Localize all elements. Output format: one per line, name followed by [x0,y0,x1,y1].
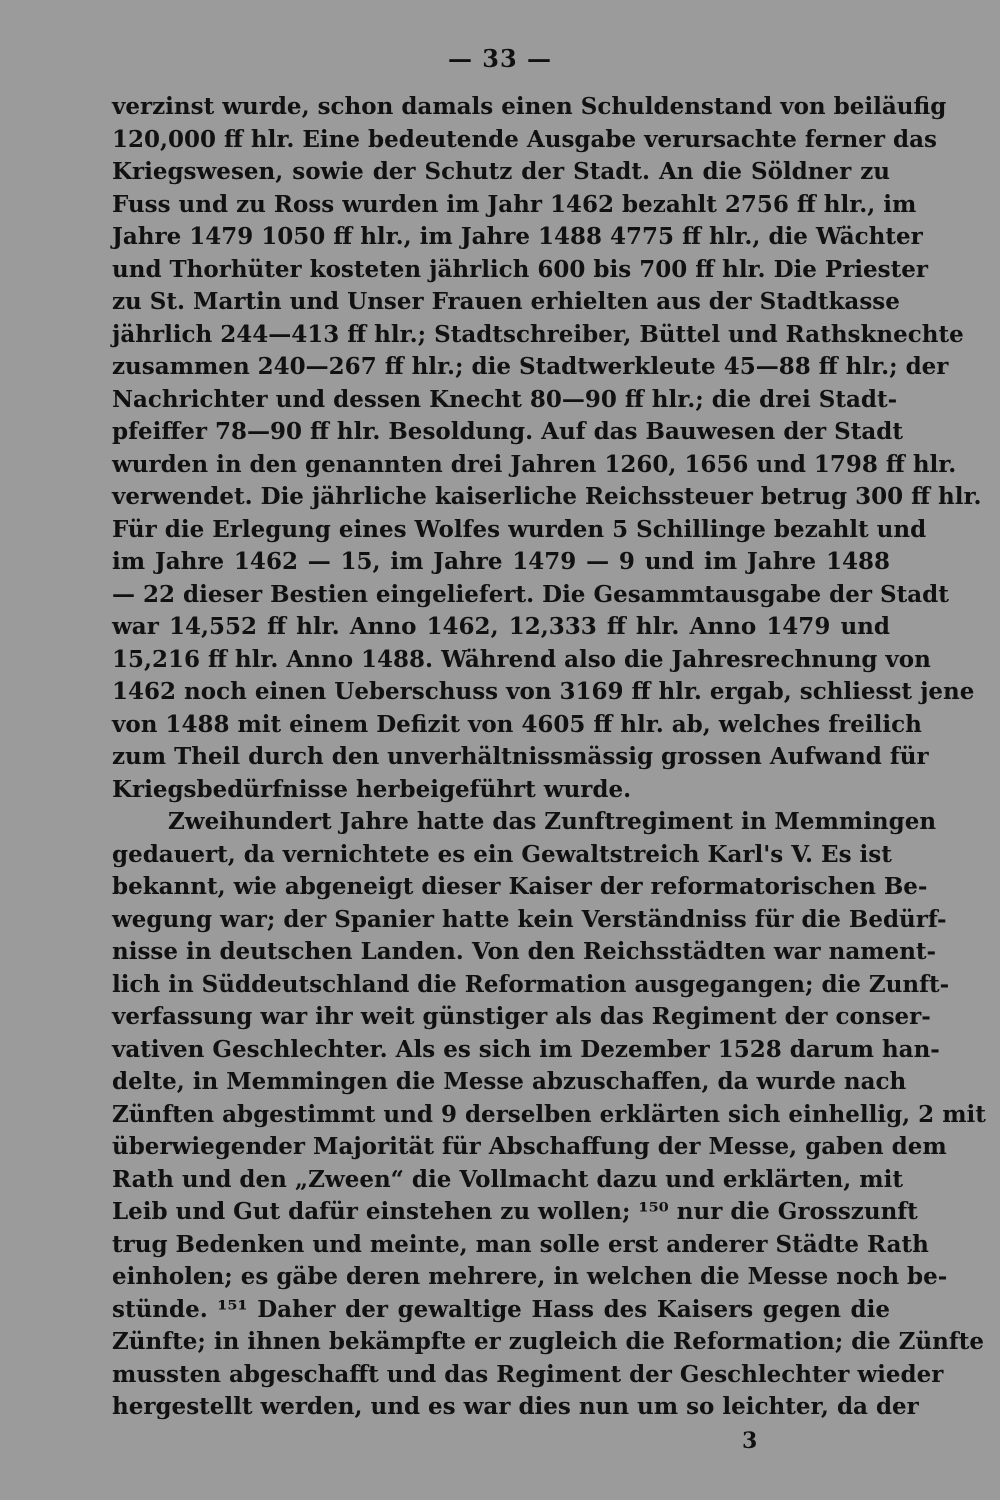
text-line: Kriegsbedürfnisse herbeigeführt wurde. [112,775,632,803]
text-line: zum Theil durch den unverhältnissmässig grossen Aufwand für [112,743,929,770]
text-line: delte, in Memmingen die Messe abzuschaffen, da wurde nach [112,1068,907,1095]
text-line: im Jahre 1462 — 15, im Jahre 1479 — 9 und im Jahre 1488 [112,548,890,575]
text-line: überwiegender Majorität für Abschaffung der Messe, gaben dem [112,1133,947,1160]
text-line: Zweihundert Jahre hatte das Zunftregiment in Memmingen [168,808,937,835]
text-line: vativen Geschlechter. Als es sich im Dezember 1528 darum han- [112,1035,940,1063]
text-line: gedauert, da vernichtete es ein Gewaltstreich Karl's V. Es ist [112,840,892,868]
text-line: und Thorhüter kosteten jährlich 600 bis 700 ff hlr. Die Priester [112,255,929,283]
text-line: Fuss und zu Ross wurden im Jahr 1462 bezahlt 2756 ff hlr., im [112,190,917,218]
text-line: Zünften abgestimmt und 9 derselben erklärten sich einhellig, 2 mit [112,1100,986,1128]
text-line: lich in Süddeutschland die Reformation ausgegangen; die Zunft- [112,970,950,998]
text-line: jährlich 244—413 ff hlr.; Stadtschreiber, Büttel und Rathsknechte [112,320,964,348]
text-line: 15,216 ff hlr. Anno 1488. Während also die Jahresrechnung von [112,645,931,673]
text-line: mussten abgeschafft und das Regiment der Geschlechter wieder [112,1360,944,1388]
text-line: Rath und den „Zween“ die Vollmacht dazu und erklärten, mit [112,1165,903,1193]
text-line: war 14,552 ff hlr. Anno 1462, 12,333 ff hlr. Anno 1479 und [112,613,890,640]
text-line: wurden in den genannten drei Jahren 1260, 1656 und 1798 ff hlr. [112,450,957,478]
text-line: Nachrichter und dessen Knecht 80—90 ff hlr.; die drei Stadt- [112,385,898,413]
text-line: hergestellt werden, und es war dies nun um so leichter, da der [112,1393,919,1420]
text-line: von 1488 mit einem Defizit von 4605 ff hlr. ab, welches freilich [112,710,922,738]
text-line: Für die Erlegung eines Wolfes wurden 5 Schillinge bezahlt und [112,515,927,543]
text-line: nisse in deutschen Landen. Von den Reichsstädten war nament- [112,938,937,965]
text-line: verwendet. Die jährliche kaiserliche Reichssteuer betrug 300 ff hlr. [112,483,982,510]
text-line: verfassung war ihr weit günstiger als das Regiment der conser- [112,1003,931,1030]
text-line: — 22 dieser Bestien eingeliefert. Die Gesammtausgabe der Stadt [112,580,949,608]
text-line: Jahre 1479 1050 ff hlr., im Jahre 1488 4775 ff hlr., die Wächter [112,223,923,250]
text-line: 1462 noch einen Ueberschuss von 3169 ff hlr. ergab, schliesst jene [112,678,975,705]
signature-mark: 3 [742,1428,758,1454]
text-line: Zünfte; in ihnen bekämpfte er zugleich die Reformation; die Zünfte [112,1328,985,1355]
text-line: verzinst wurde, schon damals einen Schuldenstand von beiläufig [112,93,947,120]
text-line: wegung war; der Spanier hatte kein Verständniss für die Bedürf- [112,905,947,933]
text-line: zu St. Martin und Unser Frauen erhielten aus der Stadtkasse [112,288,900,315]
text-line: pfeiffer 78—90 ff hlr. Besoldung. Auf das Bauwesen der Stadt [112,418,903,445]
text-line: 120,000 ff hlr. Eine bedeutende Ausgabe verursachte ferner das [112,125,937,153]
text-line: bekannt, wie abgeneigt dieser Kaiser der reformatorischen Be- [112,873,928,900]
body-text [112,91,986,1424]
text-line: einholen; es gäbe deren mehrere, in welchen die Messe noch be- [112,1263,948,1290]
text-line: zusammen 240—267 ff hlr.; die Stadtwerkleute 45—88 ff hlr.; der [112,353,949,380]
text-line: Leib und Gut dafür einstehen zu wollen; ¹⁵⁰ nur die Grosszunft [112,1198,918,1225]
text-line: Kriegswesen, sowie der Schutz der Stadt. An die Söldner zu [112,158,890,185]
text-line: trug Bedenken und meinte, man solle erst anderer Städte Rath [112,1230,929,1258]
page-number: — 33 — [447,44,553,73]
text-line: stünde. ¹⁵¹ Daher der gewaltige Hass des Kaisers gegen die [112,1295,890,1323]
